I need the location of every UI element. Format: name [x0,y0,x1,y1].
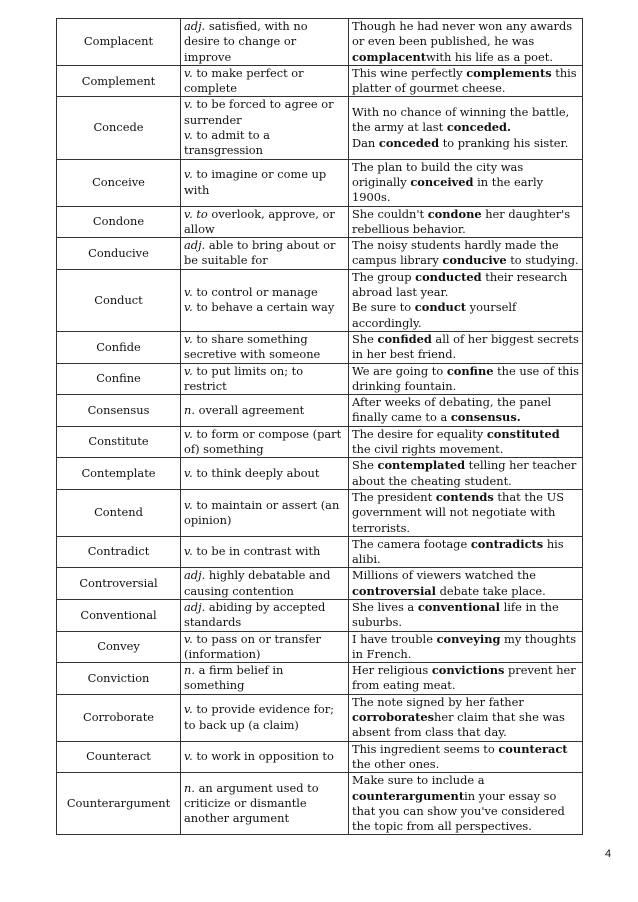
example-text: Make sure to include a [352,773,485,788]
vocab-row [57,395,583,427]
term: Confine [57,363,181,395]
example-line [352,458,579,489]
definition-line [184,364,345,395]
definition [181,206,349,238]
highlighted-term: conduct [414,300,467,315]
vocab-row [57,489,583,536]
term: Controversial [57,568,181,600]
example-line [352,395,579,426]
example-text: The noisy students hardly made the campus library [352,238,559,268]
example-text: Dan [352,135,379,150]
example-sentence [349,599,583,631]
definition [181,458,349,490]
example-text: She [352,331,378,346]
term: Condone [57,206,181,238]
definition-text: to control or manage [196,285,318,300]
vocab-row [57,631,583,663]
example-text: with his life as a poet. [425,49,553,64]
term: Consensus [57,395,181,427]
example-text: that the US government will not negotiate with terrorists. [352,489,565,535]
example-text: to pranking his sister. [439,135,569,150]
example-text: The desire for equality [352,426,487,441]
definition-line [184,600,345,631]
example-line [352,270,579,301]
highlighted-term: conducted [415,269,482,284]
vocab-row [57,536,583,568]
definition-text: satisfied, with no desire to change or improve [184,19,308,64]
vocab-row [57,458,583,490]
term: Confide [57,331,181,363]
example-sentence [349,65,583,97]
example-text: the use of this drinking fountain. [352,363,580,393]
part-of-speech: v. [184,363,193,378]
example-sentence [349,489,583,536]
definition [181,269,349,331]
term: Complacent [57,19,181,66]
definition-text: to be in contrast with [196,544,321,559]
vocab-row [57,773,583,835]
example-line [352,537,579,568]
term: Counterargument [57,773,181,835]
vocab-row [57,159,583,206]
highlighted-term: conducive [442,253,507,268]
definition [181,238,349,270]
example-text: Millions of viewers watched the [352,568,536,583]
vocab-row [57,599,583,631]
example-sentence [349,97,583,159]
highlighted-term: contends [435,489,494,504]
part-of-speech: adj. [184,568,206,583]
example-sentence [349,238,583,270]
highlighted-term: counterargument [352,788,465,803]
example-text: She lives a [352,599,418,614]
vocab-row [57,426,583,458]
example-text: The plan to build the city was originally [352,159,524,189]
term: Counteract [57,741,181,773]
example-text: This ingredient seems to [352,741,499,756]
definition-line [184,66,345,97]
definition-line [184,285,345,300]
example-sentence [349,159,583,206]
example-text: She [352,458,378,473]
example-text: We are going to [352,363,447,378]
example-sentence [349,631,583,663]
example-line [352,773,579,834]
term: Conviction [57,663,181,695]
example-line [352,332,579,363]
definition [181,331,349,363]
example-sentence [349,363,583,395]
highlighted-term: controversial [352,583,436,598]
part-of-speech: v. to [184,206,208,221]
page-number: 4 [605,848,612,860]
part-of-speech: v. [184,631,193,646]
definition-text: to maintain or assert (an opinion) [184,497,340,527]
definition-text: to share something secretive with someone [184,331,321,362]
definition-text: to imagine or come up with [184,167,327,197]
example-text: The note signed by her father [352,694,524,709]
example-sentence [349,458,583,490]
example-sentence [349,536,583,568]
definition-line [184,403,345,418]
definition [181,773,349,835]
definition [181,363,349,395]
example-text: I have trouble [352,631,437,646]
example-sentence [349,694,583,741]
example-sentence [349,269,583,331]
definition [181,97,349,159]
definition-line [184,238,345,269]
part-of-speech: v. [184,465,193,480]
part-of-speech: n. [184,780,195,795]
vocab-row [57,238,583,270]
definition-text: to think deeply about [196,465,320,480]
term: Conceive [57,159,181,206]
highlighted-term: conveying [436,631,501,646]
part-of-speech: adj. [184,238,206,253]
term: Concede [57,97,181,159]
definition-text: abiding by accepted standards [184,599,326,630]
example-text: Though he had never won any awards or even been published, he was [352,19,573,49]
example-text: The president [352,489,436,504]
highlighted-term: corroborates [352,710,434,725]
highlighted-term: condone [427,206,482,221]
highlighted-term: consensus. [450,410,521,425]
term: Corroborate [57,694,181,741]
definition [181,395,349,427]
definition [181,19,349,66]
definition [181,65,349,97]
vocab-row [57,97,583,159]
definition-text: a firm belief in something [184,663,284,693]
vocab-row [57,19,583,66]
example-text: The camera footage [352,536,471,551]
definition-text: to provide evidence for; to back up (a claim) [184,702,335,732]
example-text: this platter of gourmet cheese. [352,65,577,96]
definition-text: to form or compose (part of) something [184,426,342,457]
term: Conduct [57,269,181,331]
part-of-speech: v. [184,426,193,441]
definition-line [184,632,345,663]
part-of-speech: adj. [184,599,206,614]
example-line [352,490,579,536]
example-line [352,568,579,599]
example-line [352,160,579,206]
example-line [352,364,579,395]
term: Contradict [57,536,181,568]
term: Contend [57,489,181,536]
example-line [352,663,579,694]
example-text: my thoughts in French. [352,631,577,661]
example-sentence [349,426,583,458]
vocab-row [57,694,583,741]
definition-line [184,128,345,159]
definition-text: to put limits on; to restrict [184,363,304,393]
vocab-row [57,663,583,695]
highlighted-term: conventional [417,599,500,614]
example-text: debate take place. [436,583,546,598]
example-sentence [349,395,583,427]
definition-line [184,663,345,694]
highlighted-term: complements [466,65,552,80]
highlighted-term: conceived [410,174,474,189]
definition-line [184,332,345,363]
example-text: all of her biggest secrets in her best friend. [352,331,579,362]
example-text: prevent her from eating meat. [352,663,576,693]
example-text: After weeks of debating, the panel finally came to a [352,395,552,425]
highlighted-term: contemplated [377,458,466,473]
example-text: This wine perfectly [352,65,467,80]
vocab-row [57,206,583,238]
definition-line [184,300,345,315]
part-of-speech: v. [184,128,193,143]
definition-line [184,544,345,559]
definition-line [184,167,345,198]
example-text: telling her teacher about the cheating student. [352,458,577,488]
definition [181,568,349,600]
definition-line [184,466,345,481]
term: Contemplate [57,458,181,490]
example-text: the civil rights movement. [352,442,504,457]
example-sentence [349,206,583,238]
part-of-speech: n. [184,663,195,678]
example-text: The group [352,269,416,284]
example-sentence [349,331,583,363]
term: Complement [57,65,181,97]
part-of-speech: v. [184,331,193,346]
example-line [352,136,579,151]
definition-text: to pass on or transfer (information) [184,631,321,661]
definition-line [184,19,345,65]
part-of-speech: v. [184,65,193,80]
example-sentence [349,741,583,773]
definition-text: to behave a certain way [196,300,335,315]
highlighted-term: convictions [431,663,505,678]
part-of-speech: v. [184,749,193,764]
vocab-row [57,65,583,97]
example-text: to studying. [506,253,579,268]
example-line [352,19,579,65]
highlighted-term: counteract [498,741,568,756]
highlighted-term: contradicts [470,536,544,551]
example-text: She couldn't [352,206,428,221]
definition-text: highly debatable and causing contention [184,568,331,598]
definition [181,663,349,695]
definition [181,159,349,206]
vocab-row [57,568,583,600]
example-text: Be sure to [352,300,415,315]
definition-text: overlook, approve, or allow [184,206,335,236]
definition [181,631,349,663]
definition [181,536,349,568]
example-sentence [349,568,583,600]
term: Constitute [57,426,181,458]
definition-text: to be forced to agree or surrender [184,97,334,127]
example-line [352,427,579,458]
example-sentence [349,663,583,695]
definition-text: able to bring about or be suitable for [184,238,336,268]
definition-line [184,498,345,529]
definition [181,599,349,631]
definition-text: to make perfect or complete [184,65,304,96]
term: Convey [57,631,181,663]
term: Conventional [57,599,181,631]
definition-line [184,97,345,128]
definition-text: overall agreement [198,402,305,417]
example-text: life in the suburbs. [352,599,559,630]
highlighted-term: conceded [378,135,440,150]
highlighted-term: conceded. [446,120,511,135]
definition [181,489,349,536]
example-line [352,742,579,773]
vocab-row [57,331,583,363]
part-of-speech: adj. [184,19,206,33]
part-of-speech: v. [184,97,193,112]
example-text: her daughter's rebellious behavior. [352,206,571,236]
part-of-speech: n. [184,402,195,417]
example-line [352,632,579,663]
term: Conducive [57,238,181,270]
part-of-speech: v. [184,702,193,717]
vocab-row [57,741,583,773]
example-text: his alibi. [352,536,564,567]
example-line [352,238,579,269]
example-text: in the early 1900s. [352,174,544,205]
definition-line [184,427,345,458]
example-text: her claim that she was absent from class that day. [352,710,565,740]
vocabulary-table [56,18,583,835]
definition-text: an argument used to criticize or dismantle another argument [184,780,319,826]
example-line [352,695,579,741]
part-of-speech: v. [184,300,193,315]
example-line [352,66,579,97]
highlighted-term: confided [377,331,432,346]
definition-text: to work in opposition to [196,749,334,764]
vocab-row [57,363,583,395]
part-of-speech: v. [184,544,193,559]
definition [181,426,349,458]
definition-line [184,749,345,764]
definition-line [184,702,345,733]
highlighted-term: confine [446,363,494,378]
part-of-speech: v. [184,497,193,512]
example-text: in your essay so that you can show you've considered the topic from all perspectives. [352,788,565,834]
example-sentence [349,19,583,66]
example-text: yourself accordingly. [352,300,517,330]
example-line [352,207,579,238]
definition-line [184,568,345,599]
definition [181,741,349,773]
definition [181,694,349,741]
definition-text: to admit to a transgression [184,128,270,158]
definition-line [184,207,345,238]
example-text: Her religious [352,663,432,678]
example-line [352,600,579,631]
definition-line [184,781,345,827]
highlighted-term: constituted [486,426,560,441]
example-text: their research abroad last year. [352,269,568,300]
example-sentence [349,773,583,835]
example-line [352,300,579,331]
vocab-row [57,269,583,331]
highlighted-term: complacent [352,49,426,64]
example-text: the other ones. [352,756,440,771]
example-line [352,105,579,136]
part-of-speech: v. [184,167,193,182]
part-of-speech: v. [184,285,193,300]
example-text: With no chance of winning the battle, the army at last [352,105,570,135]
